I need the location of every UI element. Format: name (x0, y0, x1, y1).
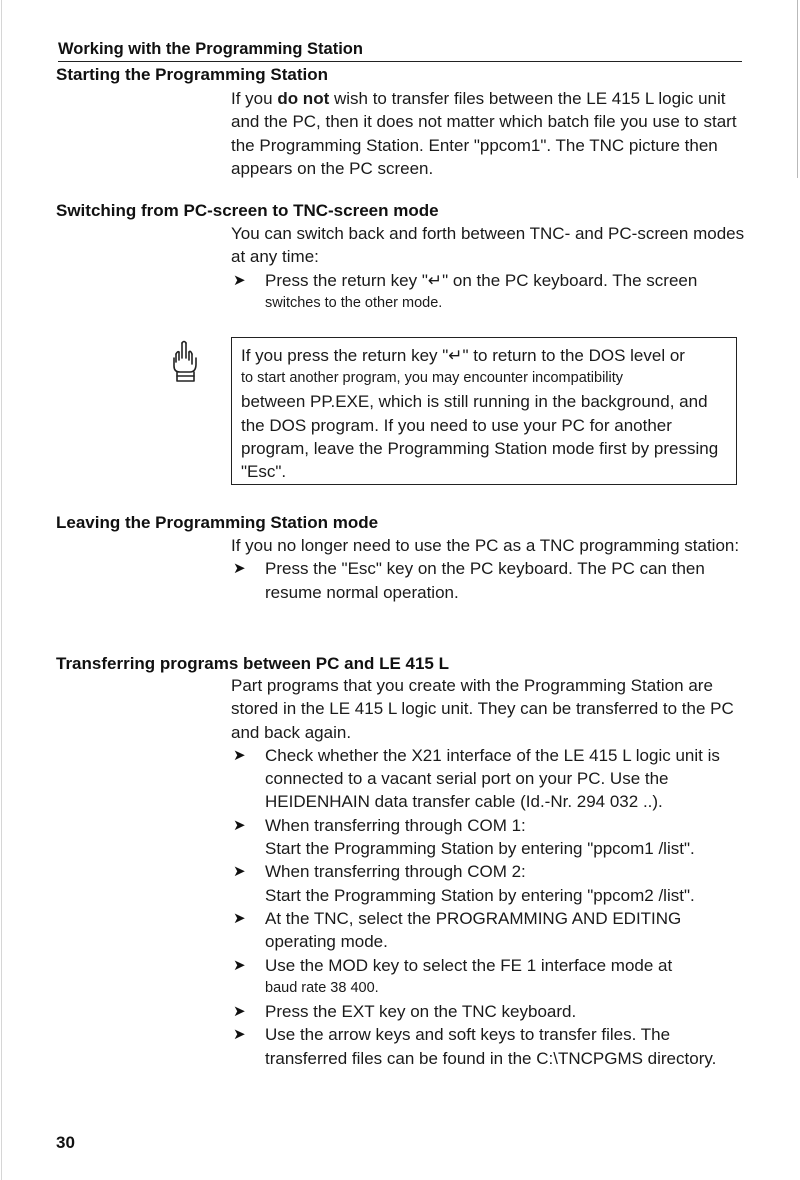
right-edge-rule (797, 0, 798, 178)
note-line2: to start another program, you may encounter incompatibility (241, 370, 624, 387)
transfer-step-6: Press the EXT key on the TNC keyboard. (265, 1002, 577, 1022)
transfer-step-2-line2: Start the Programming Station by entering "ppcom1 /list". (265, 839, 695, 859)
list-item (231, 907, 751, 954)
note-rest: between PP.EXE, which is still running in the background, and the DOS program. If you need to use your PC for another program, leave the Programming Station mode first by pressing "Esc". (241, 392, 719, 482)
switching-intro: You can switch back and forth between TNC- and PC-screen modes at any time: (231, 224, 745, 267)
transferring-intro: Part programs that you create with the Programming Station are stored in the LE 415 L logic unit. They can be transferred to the PC and back again. (231, 676, 734, 742)
list-item (231, 744, 751, 814)
leaving-intro: If you no longer need to use the PC as a TNC programming station: (231, 536, 740, 555)
leaving-step: Press the "Esc" key on the PC keyboard. The PC can then resume normal operation. (265, 559, 705, 602)
section-title-transferring: Transferring programs between PC and LE 415 L (56, 654, 449, 673)
switching-step-line1: Press the return key "↵" on the PC keyboard. The screen (265, 270, 698, 290)
transfer-step-5-line2: baud rate 38 400. (265, 979, 379, 996)
section-title-starting: Starting the Programming Station (56, 65, 329, 84)
starting-text-b: wish to transfer files between the LE 415 L logic unit and the PC, then it does not matter which batch file you use to start the Programming Station. Enter "ppcom1". The TNC picture then appears on the PC screen. (231, 89, 737, 178)
pointing-hand-icon (170, 340, 200, 382)
list-item (231, 954, 751, 1001)
list-item (231, 1023, 751, 1070)
transfer-step-3: When transferring through COM 2: (265, 862, 526, 882)
transfer-step-3-line2: Start the Programming Station by entering "ppcom2 /list". (265, 885, 695, 905)
starting-text-a: If you (231, 89, 278, 108)
bullet-arrow-icon: ➤ (233, 746, 246, 764)
starting-paragraph (231, 87, 751, 180)
transfer-step-4: At the TNC, select the PROGRAMMING AND EDITING operating mode. (265, 908, 682, 952)
starting-emphasis: do not (277, 89, 330, 108)
bullet-arrow-icon: ➤ (233, 1026, 246, 1044)
list-item (231, 269, 751, 316)
bullet-arrow-icon: ➤ (233, 956, 246, 974)
transfer-step-2: When transferring through COM 1: (265, 815, 526, 835)
section-title-leaving: Leaving the Programming Station mode (56, 513, 379, 532)
bullet-arrow-icon: ➤ (233, 909, 246, 927)
bullet-arrow-icon: ➤ (233, 863, 246, 881)
note-box (231, 337, 737, 485)
page-number: 30 (56, 1133, 75, 1152)
left-edge-rule (1, 0, 2, 1180)
transfer-step-7: Use the arrow keys and soft keys to transfer files. The transferred files can be found in the C:\TNCPGMS directory. (265, 1025, 717, 1068)
list-item (231, 860, 751, 907)
section-body-transferring (231, 674, 751, 1070)
transfer-step-1: Check whether the X21 interface of the LE 415 L logic unit is connected to a vacant serial port on your PC. Use the HEIDENHAIN data transfer cable (Id.-Nr. 294 032 ..). (265, 745, 720, 812)
list-item (231, 814, 751, 861)
list-item (231, 557, 751, 604)
bullet-arrow-icon: ➤ (233, 816, 246, 834)
bullet-arrow-icon: ➤ (233, 1003, 246, 1021)
section-body-starting (231, 87, 751, 180)
bullet-arrow-icon: ➤ (233, 271, 246, 289)
section-body-switching (231, 222, 751, 315)
list-item (231, 1000, 751, 1023)
section-body-leaving (231, 534, 751, 604)
running-head: Working with the Programming Station (58, 39, 742, 62)
switching-step-line2: switches to the other mode. (265, 294, 443, 311)
bullet-arrow-icon: ➤ (233, 560, 246, 578)
section-title-switching: Switching from PC-screen to TNC-screen mode (56, 201, 439, 220)
transfer-step-5: Use the MOD key to select the FE 1 interface mode at (265, 955, 673, 975)
note-line1: If you press the return key "↵" to return to the DOS level or (241, 346, 685, 365)
